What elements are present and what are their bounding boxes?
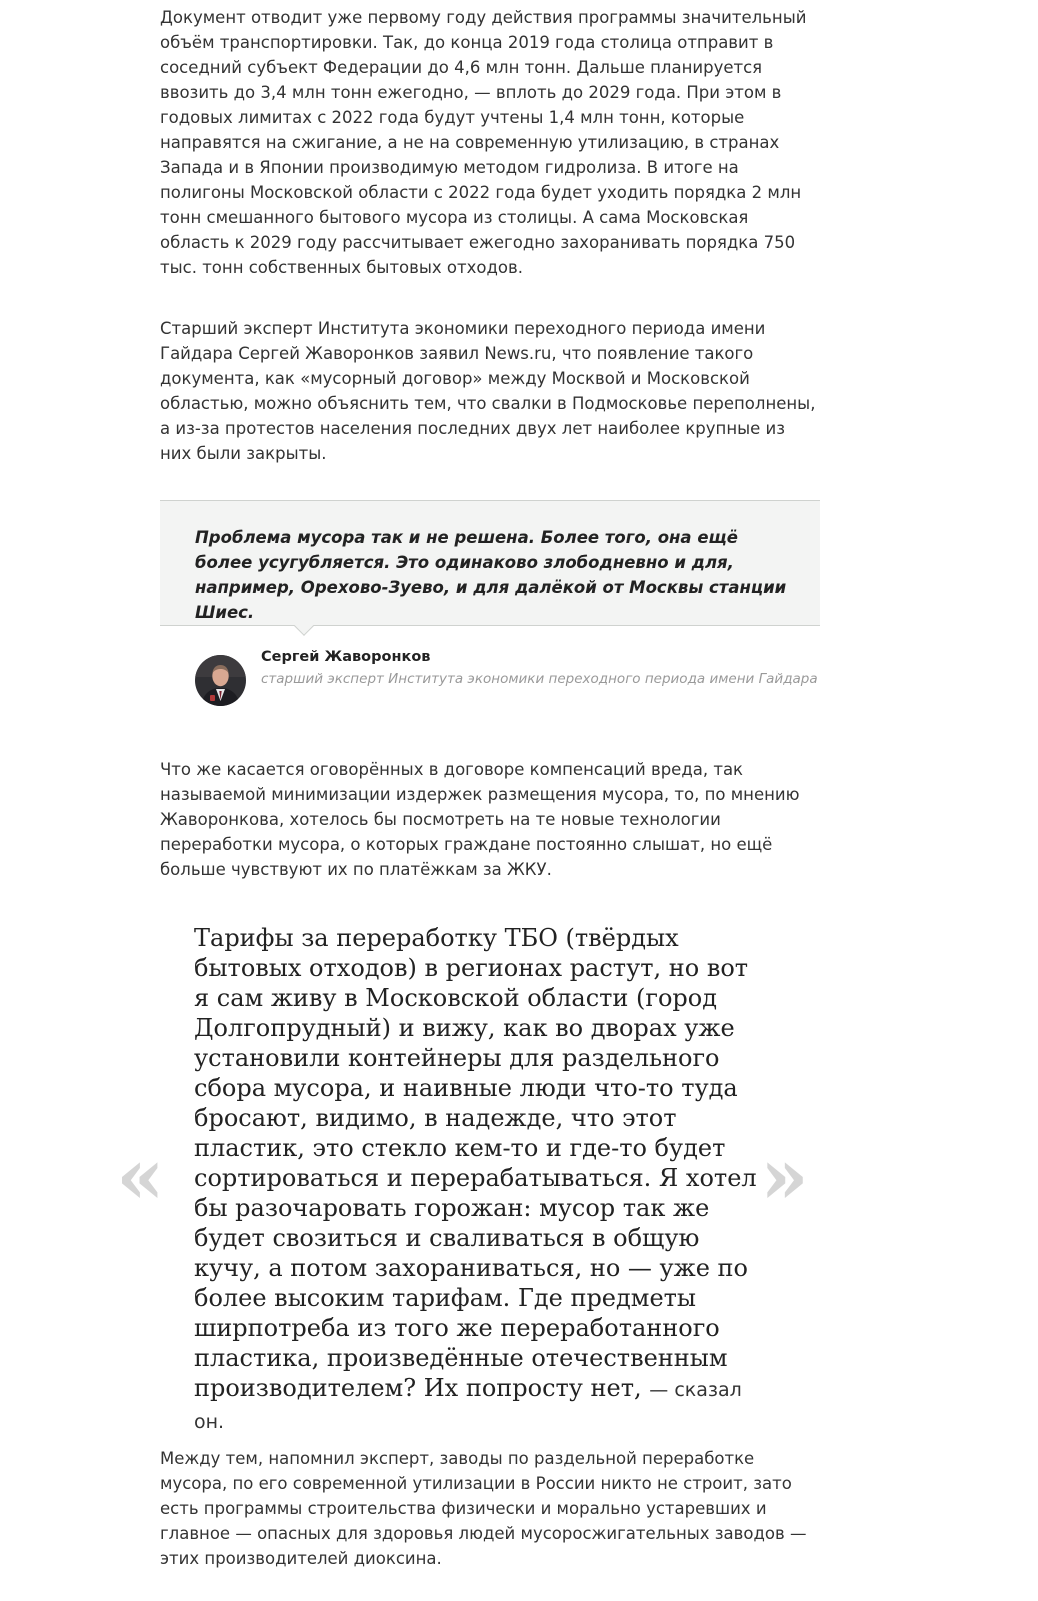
close-quote-mark-icon: »: [760, 1131, 809, 1222]
author-role: старший эксперт Института экономики переходного периода имени Гайдара: [261, 671, 818, 687]
author-name: Сергей Жаворонков: [261, 649, 431, 665]
article-paragraph: Старший эксперт Института экономики переходного периода имени Гайдара Сергей Жаворонков заявил News.ru, что появление такого документа, как «мусорный договор» между Москвой и Московской областью, можно объяснить тем, что свалки в Подмосковье переполнены, а из-за протестов населения последних двух лет наиболее крупные из них были закрыты.: [160, 319, 816, 463]
pull-quote-text: Тарифы за переработку ТБО (твёрдых бытовых отходов) в регионах растут, но вот я сам живу в Московской области (город Долгопрудный) и вижу, как во дворах уже установили контейнеры для раздельного сбора мусора, и наивные люди что-то туда бросают, видимо, в надежде, что этот пластик, это стекло кем-то и где-то будет сортироваться и перерабатываться. Я хотел бы разочаровать горожан: мусор так же будет свозиться и сваливаться в общую кучу, а потом захораниваться, но — уже по более высоким тарифам. Где предметы ширпотреба из того же переработанного пластика, произведённые отечественным производителем? Их попросту нет,: [194, 924, 757, 1402]
highlight-quote-box: [160, 500, 820, 626]
author-portrait-icon: [195, 655, 246, 706]
open-quote-mark-icon: «: [116, 1131, 165, 1222]
pull-quote-attribution: — сказал он.: [194, 1379, 742, 1433]
article-paragraph: Между тем, напомнил эксперт, заводы по раздельной переработке мусора, по его современной утилизации в России никто не строит, зато есть программы строительства физически и морально устаревших и главное — опасных для здоровья людей мусоросжигательных заводов — этих производителей диоксина.: [160, 1449, 807, 1568]
author-avatar: [195, 655, 246, 706]
highlight-quote-text: Проблема мусора так и не решена. Более того, она ещё более усугубляется. Это одинаково злободневно и для, например, Орехово-Зуево, и для далёкой от Москвы станции Шиес.: [195, 528, 787, 622]
article-paragraph: Что же касается оговорённых в договоре компенсаций вреда, так называемой минимизации издержек размещения мусора, то, по мнению Жаворонкова, хотелось бы посмотреть на те новые технологии переработки мусора, о которых граждане постоянно слышат, но ещё больше чувствуют их по платёжкам за ЖКУ.: [160, 760, 800, 879]
article-paragraph: Документ отводит уже первому году действия программы значительный объём транспортировки. Так, до конца 2019 года столица отправит в соседний субъект Федерации до 4,6 млн тонн. Дальше планируется ввозить до 3,4 млн тонн ежегодно, — вплоть до 2029 года. При этом в годовых лимитах с 2022 года будут учтены 1,4 млн тонн, которые направятся на сжигание, а не на современную утилизацию, в странах Запада и в Японии производимую методом гидролиза. В итоге на полигоны Московской области с 2022 года будет уходить порядка 2 млн тонн смешанного бытового мусора из столицы. А сама Московская область к 2029 году рассчитывает ежегодно захоранивать порядка 750 тыс. тонн собственных бытовых отходов.: [160, 8, 807, 277]
pull-quote: [194, 923, 759, 1437]
